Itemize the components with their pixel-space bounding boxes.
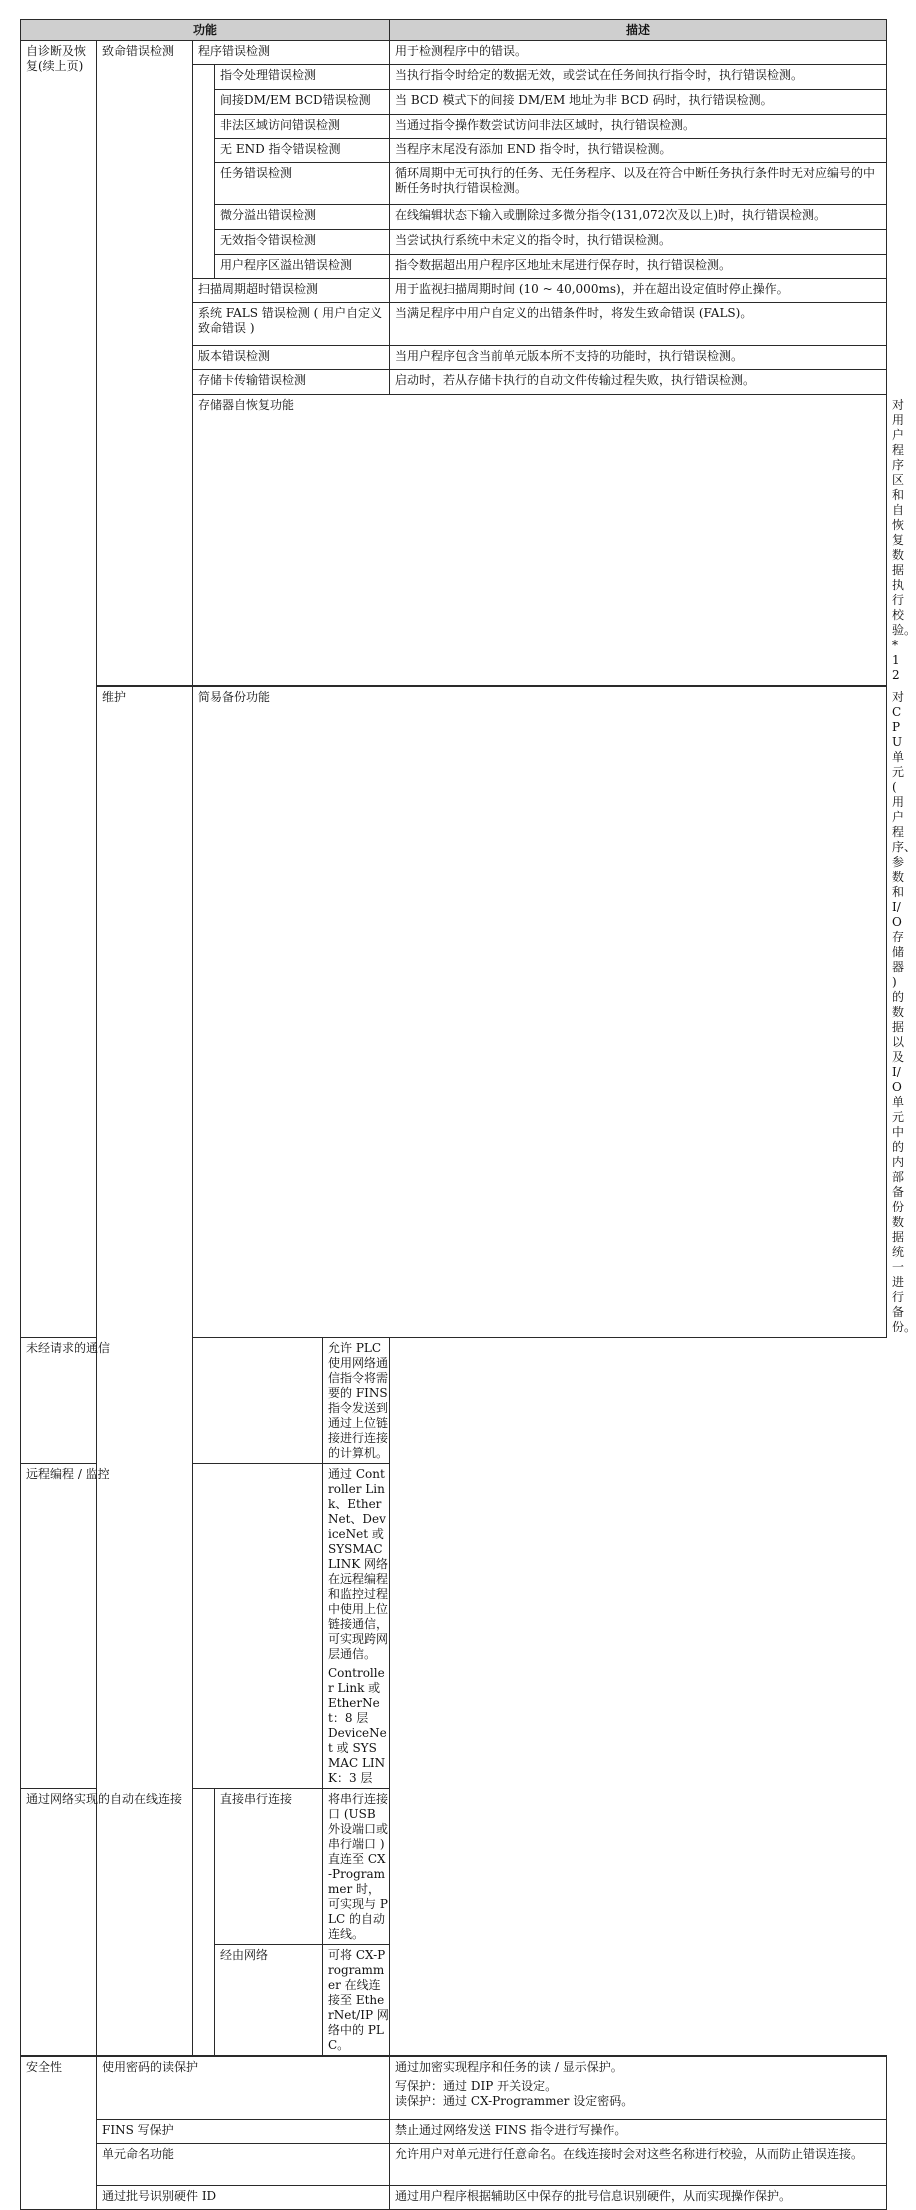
direct-serial-connection: 直接串行连接 [215,1789,323,1945]
unit-naming: 单元命名功能 [97,2144,390,2186]
check-desc: 启动时，若从存储卡执行的自动文件传输过程失败，执行错误检测。 [390,370,887,395]
category-self-diagnosis: 自诊断及恢复(续上页) [21,41,97,1338]
sub-check-label: 指令处理错误检测 [215,65,390,90]
via-network: 经由网络 [215,1945,323,2056]
sub-check-desc: 当执行指令时给定的数据无效，或尝试在任务间执行指令时，执行错误检测。 [390,65,887,90]
sub-check-label: 任务错误检测 [215,163,390,205]
function-table: 功能 描述 自诊断及恢复(续上页) 致命错误检测 程序错误检测 用于检测程序中的错误。 指令处理错误检测 当执行指令时给定的数据无效，或尝试在任务间执行指令时，执行错误检测。 间接DM/EM BCD错误检测 当 BCD 模式下的间接 DM/EM 地址为非 BCD 码时，执行错误检测。 非法区域访问错误检测 当通过指令操作数尝试访问非法区域时，执行错误检测。 无 END 指令错误检测 当程序末尾没有添加 END 指令时，执行错误检测。 任务错误检测 循环周期中无可执行的任务、无任务程序、以及在符合中断任务执行条件时无对应编号的中断任务时执行错误检测。 微分溢出错误检测 在线编辑状态下输入或删除过多微分指令(131,072次及以上)时，执行错误检测。 无效指令错误检测 当尝试执行系统中未定义的指令时，执行错误检测。 用户程序区溢出错误检测 指令数据超出用户程序区地址末尾进行保存时，执行错误检测。 扫描周期超时错误检测 用于监视扫描周期时间 (10 ~ 40,000ms)，并在超出设定值时停止操作。 系统 FALS 错误检测 ( 用户自定义致命错误 ) 当满足程序中用户自定义的出错条件时，将发生致命错误 (FALS)。 版本错误检测 当用户程序包含当前单元版本所不支持的功能时，执行错误检测。 存储卡传输错误检测 启动时，若从存储卡执行的自动文件传输过程失败，执行错误检测。 存储器自恢复功能 对用户程序区和自恢复数据执行校验。*12 维护 简易备份功能 对 CPU 单元 ( 用户程序、参数和 I/O 存储器 ) 的数据以及 I/O 单元中的内部备份数据统一进行备份。 未经请求的通信 允许 PLC 使用网络通信指令将需要的 FINS 指令发送到通过上位链接进行连接的计算机。 远程编程 / 监控 通过 Controller Link、EtherNet、DeviceNet 或 SYSMAC LINK 网络在远程编程和监控过程中使用上位链接通信，可实现跨网层通信。 Controller Link 或 EtherNet：8 层 DeviceNet 或 SYSMAC LINK：3 层 通过网络实现的自动在线连接 直接串行连接 将串行连接口 (USB 外设端口或串行端口 ) 直连至 CX-Programmer 时，可实现与 PLC 的自动连线。 经由网络 可将 CX-Programmer 在线连接至 EtherNet/IP 网络中的 PLC。 安全性 使用密码的读保护 通过加密实现程序和任务的读 / 显示保护。 写保护：通过 DIP 开关设定。 读保护：通过 CX-Programmer 设定密码。 FINS 写保护 禁止通过网络发送 FINS 指令进行写操作。 单元命名功能 允许用户对单元进行任意命名。在线连接时会对这些名称进行校验，从而防止错误连接。 通过批号识别硬件 ID 通过用户程序根据辅助区中保存的批号信息识别硬件，从而实现操作保护。 [20,19,887,2210]
remote-programming: 远程编程 / 监控 [21,1464,323,1789]
sub-check-desc: 当 BCD 模式下的间接 DM/EM 地址为非 BCD 码时，执行错误检测。 [390,90,887,115]
memory-self-recovery: 存储器自恢复功能 [193,395,887,687]
header-description: 描述 [390,20,887,41]
fatal-error-detection: 致命错误检测 [97,41,193,687]
fins-write-protect: FINS 写保护 [97,2120,390,2144]
indent-spacer [193,65,215,279]
sub-check-label: 用户程序区溢出错误检测 [215,255,390,279]
sub-check-desc: 指令数据超出用户程序区地址末尾进行保存时，执行错误检测。 [390,255,887,279]
password-read-protect-desc [390,2056,887,2120]
lot-number-hardware-id-desc: 通过用户程序根据辅助区中保存的批号信息识别硬件，从而实现操作保护。 [390,2186,887,2210]
unsolicited-comm: 未经请求的通信 [21,1338,323,1464]
program-error-check: 程序错误检测 [193,41,390,65]
sub-check-label: 无效指令错误检测 [215,230,390,255]
check-label: 版本错误检测 [193,346,390,370]
check-desc: 用于监视扫描周期时间 (10 ~ 40,000ms)，并在超出设定值时停止操作。 [390,279,887,303]
write-protect-note: 写保护：通过 DIP 开关设定。 [395,2078,558,2093]
lot-number-hardware-id: 通过批号识别硬件 ID [97,2186,390,2210]
sub-check-desc: 当尝试执行系统中未定义的指令时，执行错误检测。 [390,230,887,255]
program-error-check-desc: 用于检测程序中的错误。 [390,41,887,65]
unit-naming-desc: 允许用户对单元进行任意命名。在线连接时会对这些名称进行校验，从而防止错误连接。 [390,2144,887,2186]
read-protect-note: 读保护：通过 CX-Programmer 设定密码。 [395,2093,634,2108]
check-desc: 当用户程序包含当前单元版本所不支持的功能时，执行错误检测。 [390,346,887,370]
remote-note-layers-2: DeviceNet 或 SYSMAC LINK：3 层 [328,1726,387,1785]
sub-check-label: 间接DM/EM BCD错误检测 [215,90,390,115]
fins-write-protect-desc: 禁止通过网络发送 FINS 指令进行写操作。 [390,2120,887,2144]
auto-online-connection: 通过网络实现的自动在线连接 [21,1789,215,2056]
direct-serial-desc: 将串行连接口 (USB 外设端口或串行端口 ) 直连至 CX-Programmer 时，可实现与 PLC 的自动连线。 [323,1789,390,1945]
category-maintenance: 维护 [97,686,193,2056]
sub-check-desc: 当通过指令操作数尝试访问非法区域时，执行错误检测。 [390,115,887,139]
password-read-protect: 使用密码的读保护 [97,2056,390,2120]
sub-check-label: 非法区域访问错误检测 [215,115,390,139]
sub-check-label: 微分溢出错误检测 [215,205,390,230]
simple-backup: 简易备份功能 [193,686,887,1338]
unsolicited-comm-desc: 允许 PLC 使用网络通信指令将需要的 FINS 指令发送到通过上位链接进行连接的计算机。 [323,1338,390,1464]
remote-desc-main: 通过 Controller Link、EtherNet、DeviceNet 或 SYSMAC LINK 网络在远程编程和监控过程中使用上位链接通信，可实现跨网层通信。 [328,1467,389,1661]
header-function: 功能 [21,20,390,41]
check-label: 存储卡传输错误检测 [193,370,390,395]
sub-check-desc: 循环周期中无可执行的任务、无任务程序、以及在符合中断任务执行条件时无对应编号的中断任务时执行错误检测。 [390,163,887,205]
check-label: 扫描周期超时错误检测 [193,279,390,303]
sub-check-desc: 当程序末尾没有添加 END 指令时，执行错误检测。 [390,139,887,163]
check-desc: 当满足程序中用户自定义的出错条件时，将发生致命错误 (FALS)。 [390,303,887,346]
remote-programming-desc [323,1464,390,1789]
sub-check-desc: 在线编辑状态下输入或删除过多微分指令(131,072次及以上)时，执行错误检测。 [390,205,887,230]
category-security: 安全性 [21,2056,97,2210]
remote-note-layers-1: Controller Link 或 EtherNet：8 层 [328,1666,385,1725]
via-network-desc: 可将 CX-Programmer 在线连接至 EtherNet/IP 网络中的 PLC。 [323,1945,390,2056]
read-protect-desc-main: 通过加密实现程序和任务的读 / 显示保护。 [395,2059,623,2074]
check-label: 系统 FALS 错误检测 ( 用户自定义致命错误 ) [193,303,390,346]
sub-check-label: 无 END 指令错误检测 [215,139,390,163]
